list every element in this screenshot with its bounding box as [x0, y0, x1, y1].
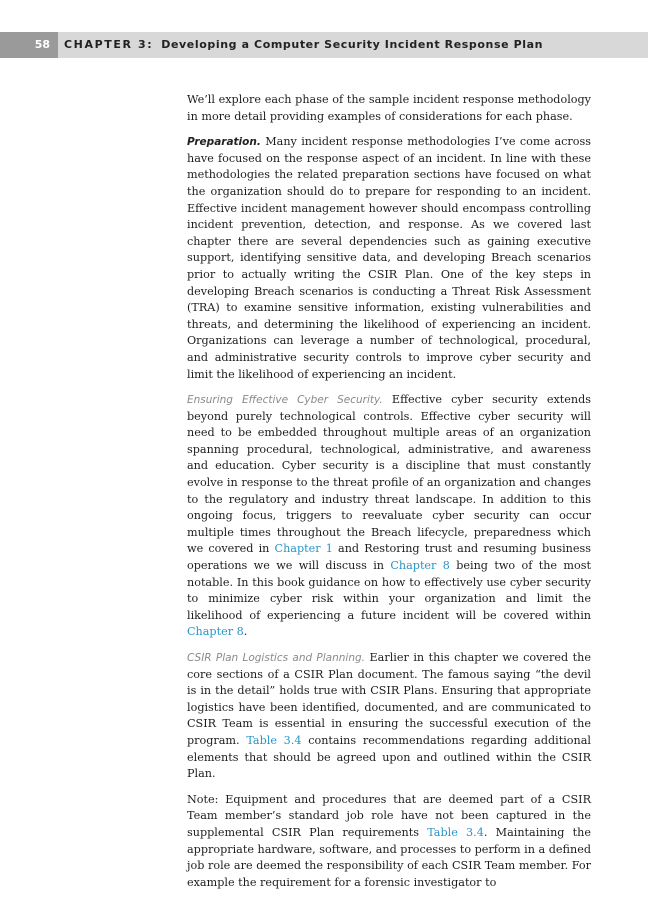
- page-number: 58: [0, 32, 58, 58]
- chapter-8-link[interactable]: Chapter 8: [390, 559, 450, 573]
- note-paragraph: Note: Equipment and procedures that are deemed part of a CSIR Team member’s standard job role have not been captured in the supplemental CSIR Plan requirements Table 3.4. Maintaining the appropriate hardware, software, and processes to perform in a defined job role are deemed the responsibility of each CSIR Team member. For example the requirement for a forensic investigator to: [187, 792, 591, 889]
- body-text: [187, 92, 591, 900]
- running-header: [0, 32, 648, 58]
- table-3-4-link[interactable]: Table 3.4: [427, 825, 484, 839]
- chapter-8-link[interactable]: Chapter 8: [187, 625, 244, 639]
- cyber-security-paragraph: Ensuring Effective Cyber Security. Effective cyber security extends beyond purely technological controls. Effective cyber security will need to be embedded throughout multiple areas of an organization spanning procedural, technological, administrative, and awareness and education. Cyber security is a discipline that must constantly evolve in response to the threat profile of an organization and changes to the regulatory and industry threat landscape. In addition to this ongoing focus, triggers to reevaluate cyber security can occur multiple times throughout the Breach lifecycle, preparedness which we covered in Chapter 1 and Restoring trust and resuming business operations we we will discuss in Chapter 8 being two of the most notable. In this book guidance on how to effectively use cyber security to minimize cyber risk within your organization and limit the likelihood of experiencing a future incident will be covered within Chapter 8.: [187, 393, 592, 639]
- logistics-paragraph: CSIR Plan Logistics and Planning. Earlier in this chapter we covered the core sections of a CSIR Plan document. The famous saying “the devil is in the detail” holds true with CSIR Plans. Ensuring that appropriate logistics have been identified, documented, and are communicated to CSIR Team is essential in ensuring the successful execution of the program. Table 3.4 contains recommendations regarding additional elements that should be agreed upon and outlined within the CSIR Plan.: [187, 651, 591, 781]
- chapter-heading: [64, 32, 543, 58]
- chapter-title: Developing a Computer Security Incident Response Plan: [161, 38, 544, 51]
- preparation-heading: Preparation.: [187, 136, 261, 149]
- cyber-security-heading: Ensuring Effective Cyber Security.: [187, 394, 383, 407]
- chapter-1-link[interactable]: Chapter 1: [274, 542, 333, 556]
- chapter-label: CHAPTER 3:: [64, 38, 154, 51]
- preparation-paragraph: [187, 134, 591, 383]
- table-3-4-link[interactable]: Table 3.4: [246, 733, 302, 747]
- preparation-text: Many incident response methodologies I’ve come across have focused on the response aspect of an incident. In line with these methodologies the related preparation sections have focused on what the organization should do to prepare for responding to an incident. Effective incident management however should encompass controlling incident prevention, detection, and response. As we covered last chapter there are several dependencies such as gaining executive support, identifying sensitive data, and developing Breach scenarios prior to actually writing the CSIR Plan. One of the key steps in developing Breach scenarios is conducting a Threat Risk Assessment (TRA) to examine sensitive information, existing vulnerabilities and threats, and determining the likelihood of experiencing an incident. Organizations can leverage a number of technological, procedural, and administrative security controls to improve cyber security and limit the likelihood of experiencing an incident.: [187, 135, 591, 381]
- intro-paragraph: We’ll explore each phase of the sample incident response methodology in more detail providing examples of considerations for each phase.: [187, 93, 591, 123]
- logistics-heading: CSIR Plan Logistics and Planning.: [187, 652, 365, 664]
